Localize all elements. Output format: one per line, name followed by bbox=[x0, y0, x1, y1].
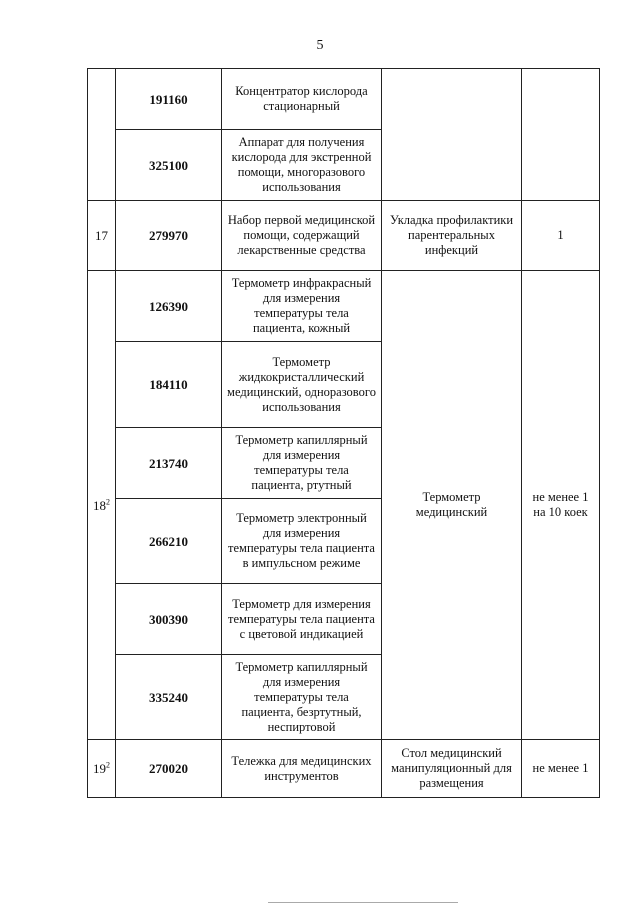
row-number-cell: 17 bbox=[88, 201, 116, 271]
code-cell: 325100 bbox=[116, 130, 222, 201]
bottom-edge-line bbox=[268, 902, 458, 903]
equipment-cell: Укладка профилактики парентеральных инфекций bbox=[382, 201, 522, 271]
quantity-cell: не менее 1 bbox=[522, 740, 600, 798]
equipment-cell: Термометр медицинский bbox=[382, 271, 522, 740]
row-number-cell bbox=[88, 271, 116, 740]
name-cell: Аппарат для получения кислорода для экстренной помощи, многоразового использования bbox=[222, 130, 382, 201]
table-row bbox=[88, 69, 600, 130]
name-cell: Термометр электронный для измерения температуры тела пациента в импульсном режиме bbox=[222, 499, 382, 584]
row-number: 18 bbox=[93, 497, 106, 513]
code-cell: 270020 bbox=[116, 740, 222, 798]
row-number: 19 bbox=[93, 761, 106, 776]
name-cell: Тележка для медицинских инструментов bbox=[222, 740, 382, 798]
quantity-cell bbox=[522, 69, 600, 201]
table-row bbox=[88, 271, 600, 342]
code-cell: 191160 bbox=[116, 69, 222, 130]
code-cell: 184110 bbox=[116, 342, 222, 428]
name-cell: Набор первой медицинской помощи, содержащий лекарственные средства bbox=[222, 201, 382, 271]
equipment-cell bbox=[382, 69, 522, 201]
code-cell: 126390 bbox=[116, 271, 222, 342]
row-number-cell bbox=[88, 69, 116, 201]
name-cell: Термометр капиллярный для измерения температуры тела пациента, безртутный, неспиртовой bbox=[222, 655, 382, 740]
quantity-cell: не менее 1 на 10 коек bbox=[522, 271, 600, 740]
name-cell: Термометр капиллярный для измерения температуры тела пациента, ртутный bbox=[222, 428, 382, 499]
code-cell: 335240 bbox=[116, 655, 222, 740]
row-number-cell bbox=[88, 740, 116, 798]
code-cell: 279970 bbox=[116, 201, 222, 271]
code-cell: 213740 bbox=[116, 428, 222, 499]
name-cell: Концентратор кислорода стационарный bbox=[222, 69, 382, 130]
row-number-superscript: 2 bbox=[106, 760, 110, 770]
quantity-cell: 1 bbox=[522, 201, 600, 271]
equipment-table bbox=[87, 68, 600, 798]
page-number: 5 bbox=[316, 38, 324, 53]
row-number-superscript: 2 bbox=[106, 497, 110, 507]
equipment-cell: Стол медицинский манипуляционный для размещения bbox=[382, 740, 522, 798]
name-cell: Термометр инфракрасный для измерения температуры тела пациента, кожный bbox=[222, 271, 382, 342]
table-row bbox=[88, 201, 600, 271]
name-cell: Термометр жидкокристаллический медицинский, одноразового использования bbox=[222, 342, 382, 428]
name-cell: Термометр для измерения температуры тела пациента с цветовой индикацией bbox=[222, 584, 382, 655]
code-cell: 300390 bbox=[116, 584, 222, 655]
table-row bbox=[88, 740, 600, 798]
code-cell: 266210 bbox=[116, 499, 222, 584]
